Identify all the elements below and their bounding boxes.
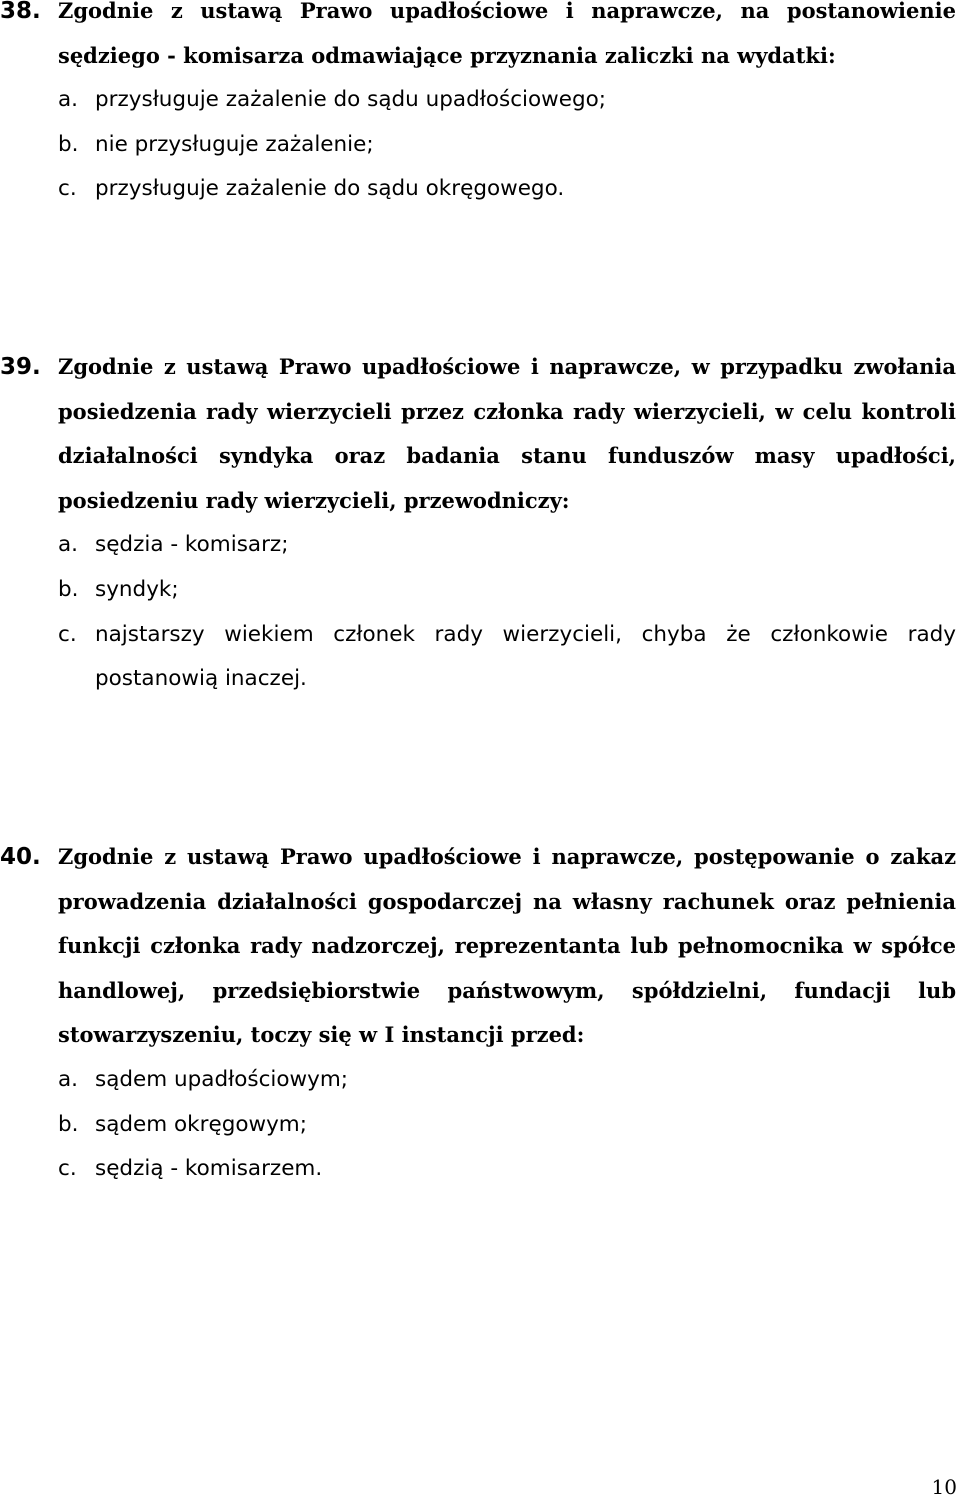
answer-letter: b. (58, 1111, 79, 1137)
question-number: 40. (0, 844, 41, 870)
answer-b (58, 123, 956, 168)
question-text: Zgodnie z ustawą Prawo upadłościowe i naprawcze, postępowanie o zakaz prowadzenia działalności gospodarczej na własny rachunek oraz pełnienia funkcji członka rady nadzorczej, reprezentanta lub pełnomocnika w spółce handlowej, przedsiębiorstwie państwowym, spółdzielni, fundacji lub stowarzyszeniu, toczy się w I instancji przed: (58, 844, 956, 1048)
answer-a (58, 523, 956, 568)
answer-c (58, 1147, 956, 1192)
answer-text: sędzia - komisarz; (95, 532, 289, 558)
answer-letter: a. (58, 87, 79, 113)
answer-text: nie przysługuje zażalenie; (95, 131, 374, 157)
answer-a (58, 78, 956, 123)
question-text: Zgodnie z ustawą Prawo upadłościowe i naprawcze, w przypadku zwołania posiedzenia rady wierzycieli przez członka rady wierzycieli, w celu kontroli działalności syndyka oraz badania stanu funduszów masy upadłości, posiedzeniu rady wierzycieli, przewodniczy: (58, 354, 956, 513)
question-39 (0, 345, 956, 702)
answer-text: najstarszy wiekiem członek rady wierzycieli, chyba że członkowie rady postanowią inaczej. (95, 621, 956, 692)
answer-letter: c. (58, 1156, 77, 1182)
question-number: 39. (0, 354, 41, 380)
answer-text: sądem upadłościowym; (95, 1066, 349, 1092)
answer-text: przysługuje zażalenie do sądu upadłościowego; (95, 87, 607, 113)
answer-letter: b. (58, 576, 79, 602)
question-number: 38. (0, 0, 41, 24)
question-text: Zgodnie z ustawą Prawo upadłościowe i naprawcze, na postanowienie sędziego - komisarza odmawiające przyznania zaliczki na wydatki: (58, 0, 956, 68)
answer-text: sędzią - komisarzem. (95, 1156, 323, 1182)
page-number: 10 (931, 1475, 957, 1499)
answer-b (58, 568, 956, 613)
answer-b (58, 1103, 956, 1148)
answer-text: syndyk; (95, 576, 179, 602)
answer-letter: c. (58, 176, 77, 202)
answer-list (58, 523, 956, 701)
answer-a (58, 1058, 956, 1103)
answer-text: przysługuje zażalenie do sądu okręgowego. (95, 176, 565, 202)
answer-list (58, 78, 956, 212)
answer-c (58, 613, 956, 702)
answer-letter: b. (58, 131, 79, 157)
answer-text: sądem okręgowym; (95, 1111, 307, 1137)
question-38 (0, 0, 956, 212)
answer-letter: a. (58, 1066, 79, 1092)
answer-c (58, 167, 956, 212)
answer-list (58, 1058, 956, 1192)
answer-letter: a. (58, 532, 79, 558)
question-40 (0, 835, 956, 1192)
answer-letter: c. (58, 621, 77, 647)
